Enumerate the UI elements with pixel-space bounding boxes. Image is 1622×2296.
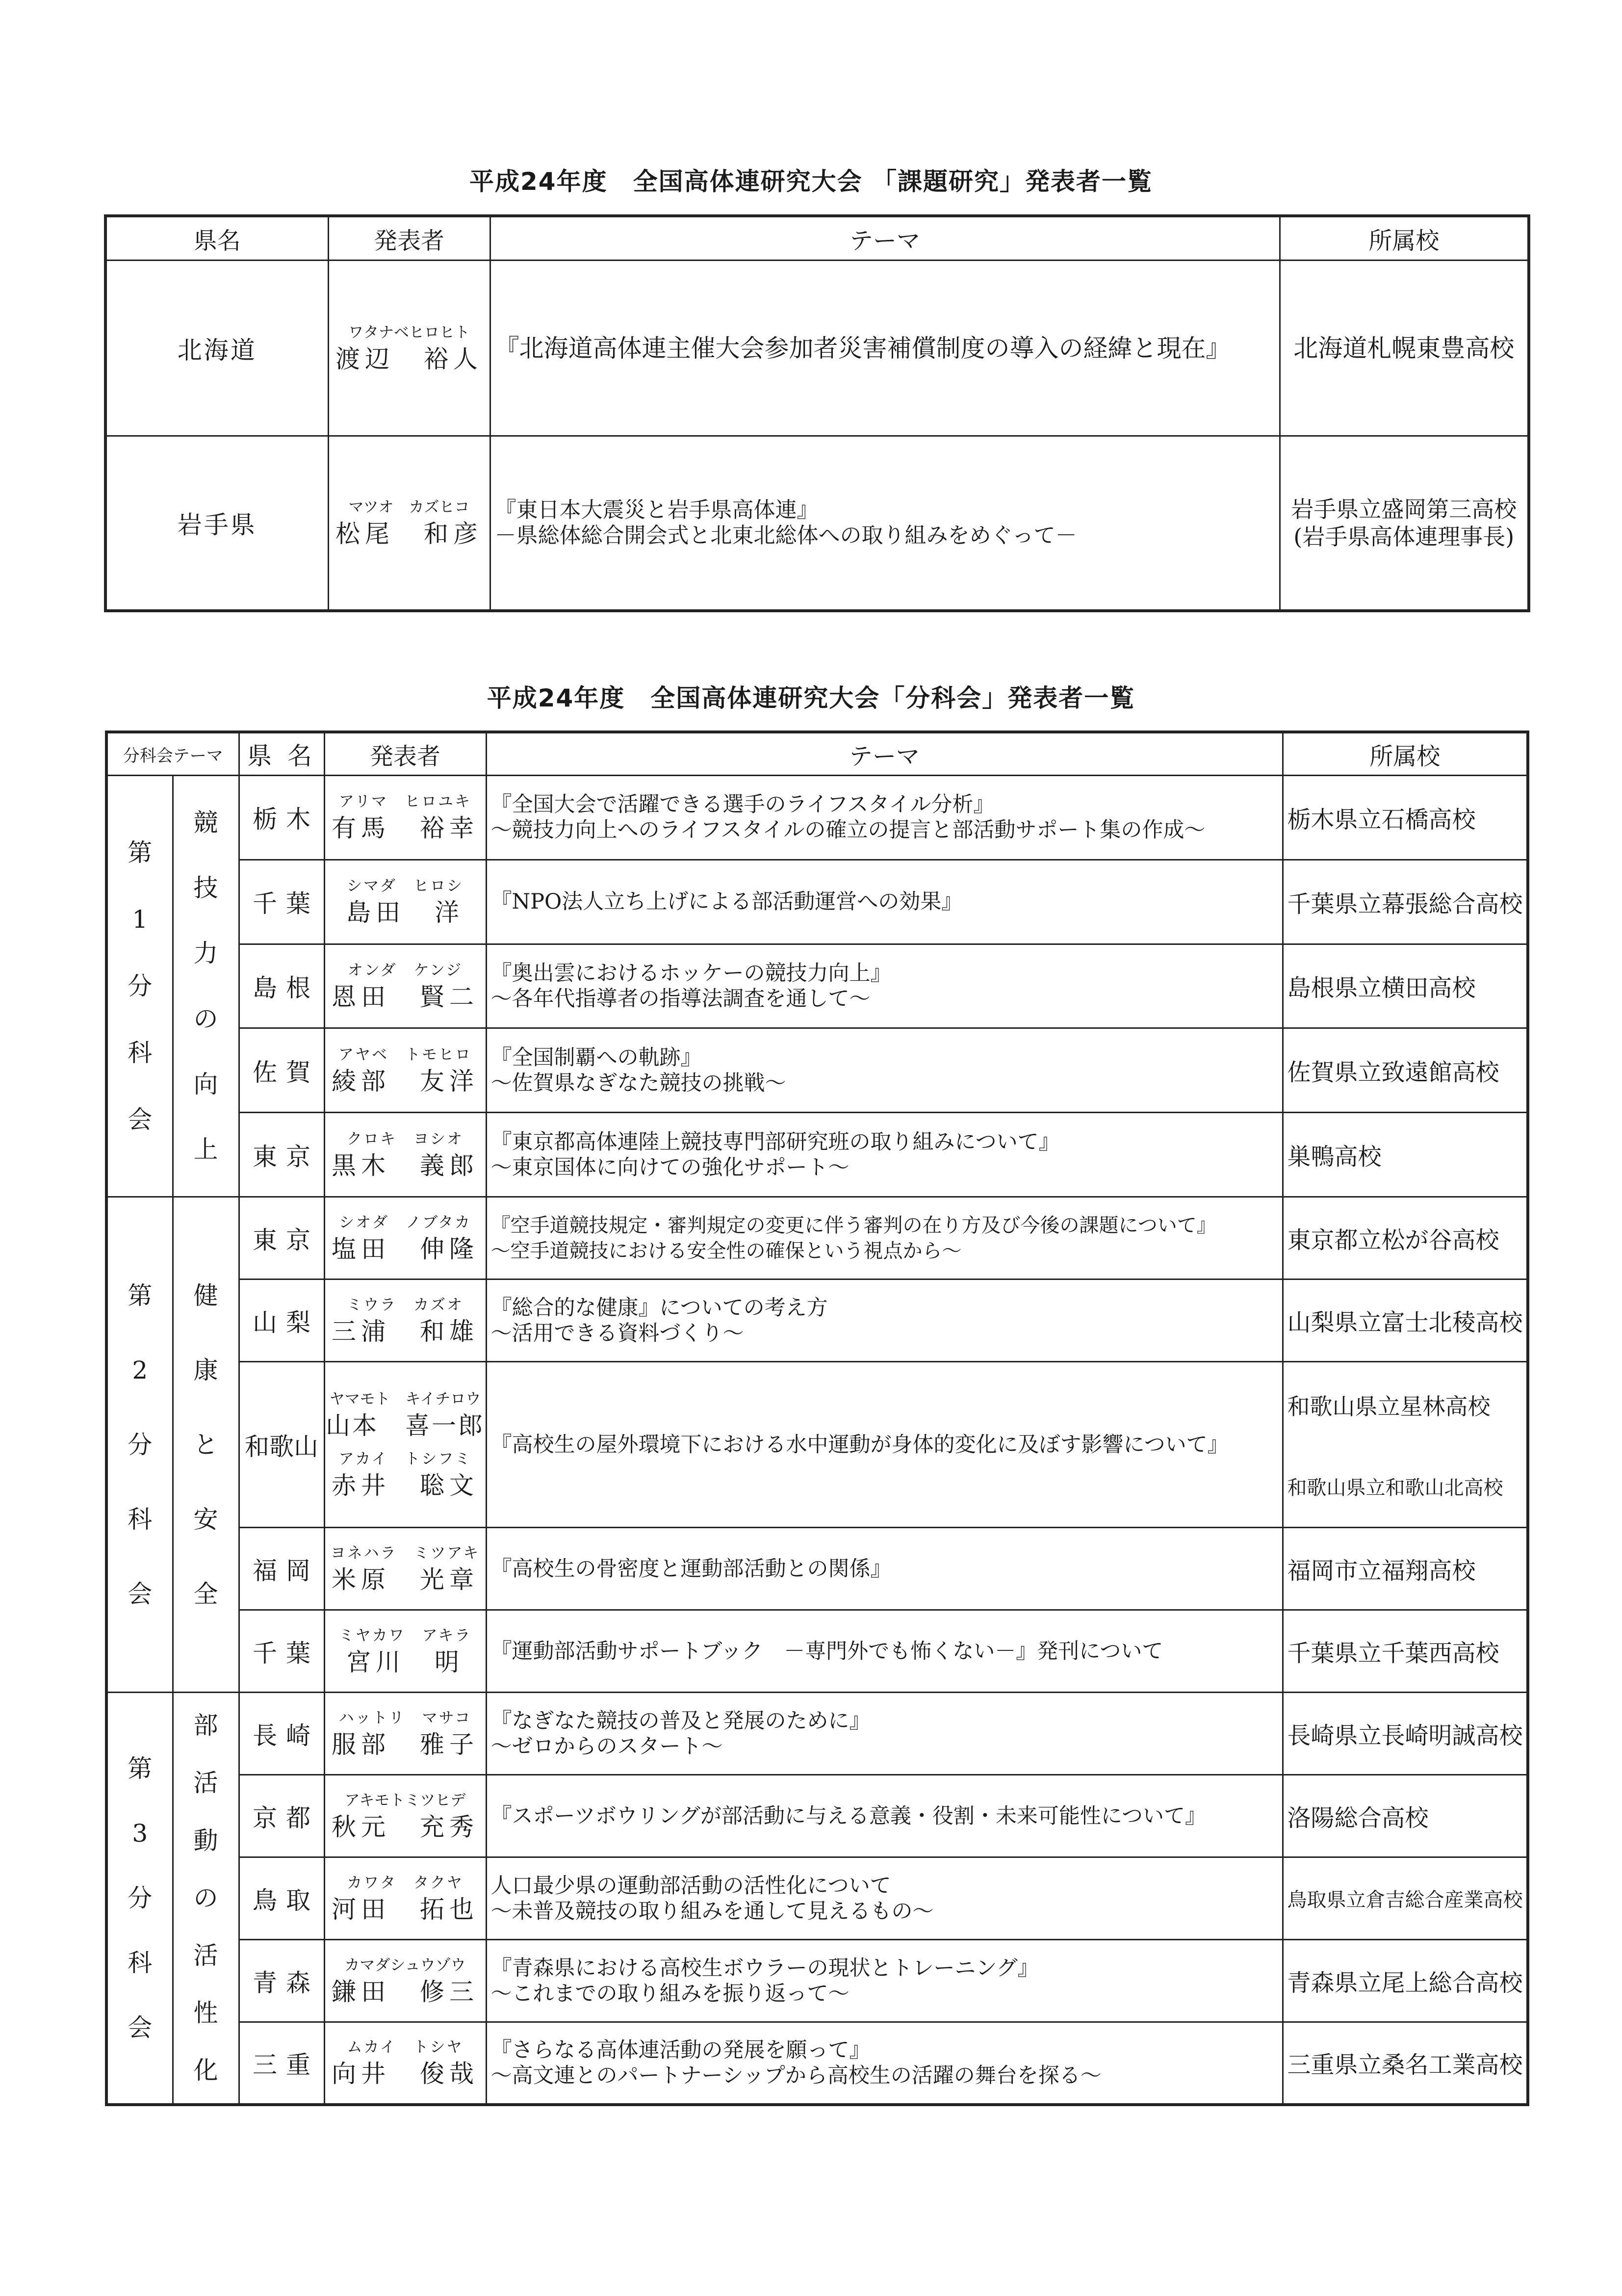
presenter-cell (324, 776, 486, 860)
header-pref: 県名 (105, 216, 328, 261)
table-row (105, 261, 1529, 436)
school-cell (1280, 261, 1529, 436)
group-2-label (106, 1197, 173, 1693)
presenter-kana: アヤベ トモヒロ (338, 1045, 472, 1064)
presenter-kana: シオダ ノブタカ (339, 1213, 471, 1231)
presenter-kana: ヤマモト キイチロウ (329, 1390, 481, 1408)
presenter-name: 向井 俊哉 (332, 2059, 479, 2088)
presenter-kana: アカイ トシフミ (338, 1450, 472, 1468)
group-1-label (106, 776, 173, 1197)
school-cell: 佐賀県立致遠館高校 (1283, 1028, 1528, 1113)
theme-line: ～ゼロからのスタート～ (490, 1734, 723, 1759)
theme-line: 『スポーツボウリングが部活動に与える意義・役割・未来可能性について』 (490, 1803, 1207, 1828)
group-theme-char: 安 (193, 1505, 218, 1534)
theme-line: 『NPO法人立ち上げによる部活動運営への効果』 (490, 889, 963, 914)
presenter-kana: マツオ カズヒコ (348, 498, 470, 516)
pref-cell: 佐賀 (239, 1028, 324, 1113)
theme-line: 『高校生の屋外環境下における水中運動が身体的変化に及ぼす影響について』 (490, 1432, 1229, 1457)
presenter-cell (324, 2022, 486, 2105)
pref-cell: 岩手県 (105, 436, 328, 611)
school-line: 和歌山県立和歌山北高校 (1287, 1476, 1503, 1499)
school-line: (岩手県高体連理事長) (1293, 523, 1515, 550)
table-row (106, 1693, 1528, 1775)
presenter-cell (324, 1857, 486, 1940)
presenter-name: 綾部 友洋 (332, 1067, 479, 1096)
theme-line: 『高校生の骨密度と運動部活動との関係』 (490, 1556, 892, 1581)
presenter-name: 赤井 聡文 (332, 1471, 479, 1500)
bunka-header-row (106, 732, 1528, 776)
group-label-char: 科 (128, 1505, 153, 1534)
presenter-name: 鎌田 修三 (332, 1977, 479, 2006)
theme-cell (486, 1940, 1283, 2022)
group-theme-char: 動 (193, 1826, 218, 1855)
header-theme: テーマ (486, 732, 1283, 776)
theme-cell (486, 1279, 1283, 1362)
theme-cell (490, 436, 1280, 611)
table-row (106, 1362, 1528, 1528)
presenter-name: 黒木 義郎 (332, 1151, 479, 1180)
group-label-char: 分 (128, 1883, 153, 1912)
group-label-char: 3 (132, 1819, 148, 1848)
group-label-char: 第 (128, 1754, 153, 1783)
presenter-kana: カワタ タクヤ (347, 1874, 463, 1892)
header-group: 分科会テーマ (106, 732, 239, 776)
kadai-title: 平成24年度 全国高体連研究大会 「課題研究」発表者一覧 (469, 167, 1153, 196)
school-cell: 三重県立桑名工業高校 (1283, 2022, 1528, 2105)
school-cell: 巣鴨高校 (1283, 1113, 1528, 1197)
group-1-theme (173, 776, 239, 1197)
table-row (106, 1197, 1528, 1279)
theme-cell (486, 1028, 1283, 1113)
pref-cell: 長崎 (239, 1693, 324, 1775)
school-cell: 福岡市立福翔高校 (1283, 1528, 1528, 1610)
group-3-label (106, 1693, 173, 2105)
theme-cell (486, 1528, 1283, 1610)
table-row (106, 1279, 1528, 1362)
table-row (106, 1775, 1528, 1857)
group-theme-char: 康 (193, 1356, 218, 1384)
presenter-kana: ヨネハラ ミツアキ (330, 1544, 480, 1562)
presenter-name: 米原 光章 (332, 1565, 479, 1594)
group-theme-char: 向 (193, 1070, 218, 1098)
theme-line: 『全国制覇への軌跡』 (490, 1045, 702, 1070)
pref-cell: 東京 (239, 1197, 324, 1279)
theme-cell (486, 1362, 1283, 1528)
table-row (106, 776, 1528, 860)
theme-line: 『なぎなた競技の普及と発展のために』 (490, 1708, 871, 1733)
theme-line: 『さらなる高体連活動の発展を願って』 (490, 2037, 871, 2062)
theme-line: 『奥出雲におけるホッケーの競技力向上』 (490, 961, 892, 986)
presenter-name: 山本 喜一郎 (326, 1411, 485, 1440)
group-theme-char: と (193, 1430, 218, 1459)
group-label-char: 分 (128, 972, 153, 1000)
presenter-kana: カマダシュウゾウ (344, 1956, 466, 1974)
presenter-name: 三浦 和雄 (332, 1317, 479, 1346)
pref-cell: 島根 (239, 944, 324, 1028)
school-cell: 千葉県立千葉西高校 (1283, 1610, 1528, 1693)
group-theme-char: 技 (193, 873, 218, 902)
presenter-cell (324, 1028, 486, 1113)
theme-cell (486, 776, 1283, 860)
presenter-cell (324, 1940, 486, 2022)
presenter-kana: ミウラ カズオ (347, 1296, 463, 1314)
presenter-name: 恩田 賢二 (332, 982, 479, 1011)
theme-line: ～空手道競技における安全性の確保という視点から～ (490, 1239, 962, 1262)
theme-line: －県総体総合開会式と北東北総体への取り組みをめぐって－ (494, 522, 1077, 548)
theme-line: 『青森県における高校生ボウラーの現状とトレーニング』 (490, 1956, 1039, 1981)
presenter-cell (324, 1362, 486, 1528)
presenter-name: 服部 雅子 (332, 1730, 479, 1759)
theme-line: ～未普及競技の取り組みを通して見えるもの～ (490, 1899, 934, 1924)
group-3-theme (173, 1693, 239, 2105)
school-cell: 長崎県立長崎明誠高校 (1283, 1693, 1528, 1775)
pref-cell: 栃木 (239, 776, 324, 860)
theme-cell (486, 944, 1283, 1028)
table-row (106, 1940, 1528, 2022)
school-line: 岩手県立盛岡第三高校 (1291, 496, 1517, 522)
table-row (106, 944, 1528, 1028)
pref-cell: 北海道 (105, 261, 328, 436)
theme-line: 『全国大会で活躍できる選手のライフスタイル分析』 (490, 792, 995, 817)
group-theme-char: 力 (193, 939, 218, 968)
presenter-name: 秋元 充秀 (332, 1812, 479, 1841)
theme-line: ～競技力向上へのライフスタイルの確立の提言と部活動サポート集の作成～ (490, 818, 1206, 843)
school-line: 北海道札幌東豊高校 (1293, 334, 1515, 363)
presenter-name: 松尾 和彦 (335, 519, 483, 548)
presenter-cell (328, 436, 490, 611)
theme-line: 『総合的な健康』についての考え方 (490, 1295, 828, 1320)
group-theme-char: 全 (193, 1579, 218, 1608)
group-theme-char: の (193, 1004, 218, 1033)
theme-line: 『北海道高体連主催大会参加者災害補償制度の導入の経緯と現在』 (494, 334, 1231, 363)
group-theme-char: 健 (193, 1281, 218, 1310)
bunka-title: 平成24年度 全国高体連研究大会「分科会」発表者一覧 (487, 684, 1135, 712)
table-row (106, 1028, 1528, 1113)
group-label-char: 科 (128, 1039, 153, 1067)
presenter-name: 有馬 裕幸 (332, 814, 479, 843)
presenter-cell (324, 1528, 486, 1610)
theme-cell (490, 261, 1280, 436)
pref-cell: 青森 (239, 1940, 324, 2022)
header-pref: 県 名 (239, 732, 324, 776)
school-cell: 山梨県立富士北稜高校 (1283, 1279, 1528, 1362)
group-theme-char: 部 (193, 1711, 218, 1740)
header-theme: テーマ (490, 216, 1280, 261)
pref-cell: 東京 (239, 1113, 324, 1197)
kadai-header-row (105, 216, 1529, 261)
group-label-char: 分 (128, 1430, 153, 1459)
table-row (106, 2022, 1528, 2105)
group-theme-char: の (193, 1883, 218, 1912)
group-theme-char: 化 (193, 2056, 218, 2085)
school-cell: 鳥取県立倉吉総合産業高校 (1283, 1857, 1528, 1940)
group-2-theme (173, 1197, 239, 1693)
school-cell: 東京都立松が谷高校 (1283, 1197, 1528, 1279)
theme-line: ～活用できる資料づくり～ (490, 1321, 744, 1346)
group-theme-char: 活 (193, 1769, 218, 1798)
table-row (106, 1528, 1528, 1610)
theme-cell (486, 1113, 1283, 1197)
table-row (106, 860, 1528, 944)
presenter-kana: ワタナベヒロヒト (348, 323, 470, 341)
table-row (105, 436, 1529, 611)
presenter-kana: クロキ ヨシオ (347, 1130, 463, 1148)
school-cell: 洛陽総合高校 (1283, 1775, 1528, 1857)
presenter-cell (324, 1113, 486, 1197)
group-theme-char: 性 (193, 1999, 218, 2028)
presenter-kana: アリマ ヒロユキ (338, 793, 472, 811)
theme-cell (486, 1857, 1283, 1940)
theme-line: ～これまでの取り組みを振り返って～ (490, 1981, 850, 2006)
theme-cell (486, 1775, 1283, 1857)
header-school: 所属校 (1283, 732, 1528, 776)
group-label-char: 会 (128, 1579, 153, 1608)
bunka-table (105, 731, 1529, 2106)
kadai-table (104, 214, 1530, 612)
table-row (106, 1857, 1528, 1940)
presenter-name: 河田 拓也 (332, 1895, 479, 1924)
group-label-char: 科 (128, 1948, 153, 1977)
presenter-name: 塩田 伸隆 (332, 1234, 479, 1263)
group-theme-char: 活 (193, 1941, 218, 1970)
theme-line: 『運動部活動サポートブック －専門外でも怖くない－』発刊について (490, 1639, 1163, 1664)
header-presenter: 発表者 (328, 216, 490, 261)
presenter-kana: オンダ ケンジ (347, 961, 463, 979)
presenter-cell (324, 1197, 486, 1279)
presenter-name: 島田 洋 (346, 898, 464, 927)
presenter-cell (324, 860, 486, 944)
pref-cell: 京都 (239, 1775, 324, 1857)
presenter-kana: ハットリ マサコ (338, 1709, 472, 1727)
header-presenter: 発表者 (324, 732, 486, 776)
school-cell: 栃木県立石橋高校 (1283, 776, 1528, 860)
presenter-kana: シマダ ヒロシ (347, 877, 463, 895)
theme-cell (486, 1197, 1283, 1279)
school-cell (1283, 1362, 1528, 1528)
group-label-char: 会 (128, 2013, 153, 2042)
group-label-char: 会 (128, 1105, 153, 1134)
theme-line: 『東京都高体連陸上競技専門部研究班の取り組みについて』 (490, 1129, 1060, 1154)
header-school: 所属校 (1280, 216, 1529, 261)
presenter-cell (324, 1279, 486, 1362)
presenter-kana: ムカイ トシヤ (347, 2038, 463, 2056)
group-label-char: 2 (132, 1356, 148, 1384)
theme-line: ～佐賀県なぎなた競技の挑戦～ (490, 1070, 786, 1096)
theme-line: ～東京国体に向けての強化サポート～ (490, 1155, 850, 1180)
theme-line: 人口最少県の運動部活動の活性化について (490, 1873, 891, 1898)
pref-cell: 三重 (239, 2022, 324, 2105)
pref-cell: 山梨 (239, 1279, 324, 1362)
theme-line: 『東日本大震災と岩手県高体連』 (494, 497, 819, 522)
group-theme-char: 上 (193, 1135, 218, 1164)
presenter-cell (324, 944, 486, 1028)
school-cell: 千葉県立幕張総合高校 (1283, 860, 1528, 944)
theme-cell (486, 1693, 1283, 1775)
presenter-kana: アキモトミツヒデ (344, 1791, 466, 1809)
group-label-char: 第 (128, 1281, 153, 1310)
presenter-cell (328, 261, 490, 436)
presenter-name: 渡辺 裕人 (335, 344, 483, 373)
presenter-name: 宮川 明 (346, 1647, 464, 1676)
pref-cell: 福岡 (239, 1528, 324, 1610)
group-theme-char: 競 (193, 808, 218, 837)
school-cell (1280, 436, 1529, 611)
pref-cell: 千葉 (239, 1610, 324, 1693)
table-row (106, 1113, 1528, 1197)
theme-line: 『空手道競技規定・審判規定の変更に伴う審判の在り方及び今後の課題について』 (490, 1214, 1216, 1237)
presenter-kana: ミヤカワ アキラ (338, 1626, 472, 1644)
theme-cell (486, 860, 1283, 944)
group-label-char: 第 (128, 838, 153, 867)
table-row (106, 1610, 1528, 1693)
presenter-cell (324, 1693, 486, 1775)
school-line: 和歌山県立星林高校 (1287, 1393, 1491, 1420)
presenter-cell (324, 1775, 486, 1857)
group-label-char: 1 (132, 905, 148, 934)
theme-cell (486, 1610, 1283, 1693)
theme-line: ～各年代指導者の指導法調査を通して～ (490, 986, 871, 1011)
pref-cell: 和歌山 (239, 1362, 324, 1528)
school-cell: 島根県立横田高校 (1283, 944, 1528, 1028)
theme-cell (486, 2022, 1283, 2105)
pref-cell: 鳥取 (239, 1857, 324, 1940)
theme-line: ～高文連とのパートナーシップから高校生の活躍の舞台を探る～ (490, 2063, 1102, 2088)
presenter-cell (324, 1610, 486, 1693)
pref-cell: 千葉 (239, 860, 324, 944)
school-cell: 青森県立尾上総合高校 (1283, 1940, 1528, 2022)
